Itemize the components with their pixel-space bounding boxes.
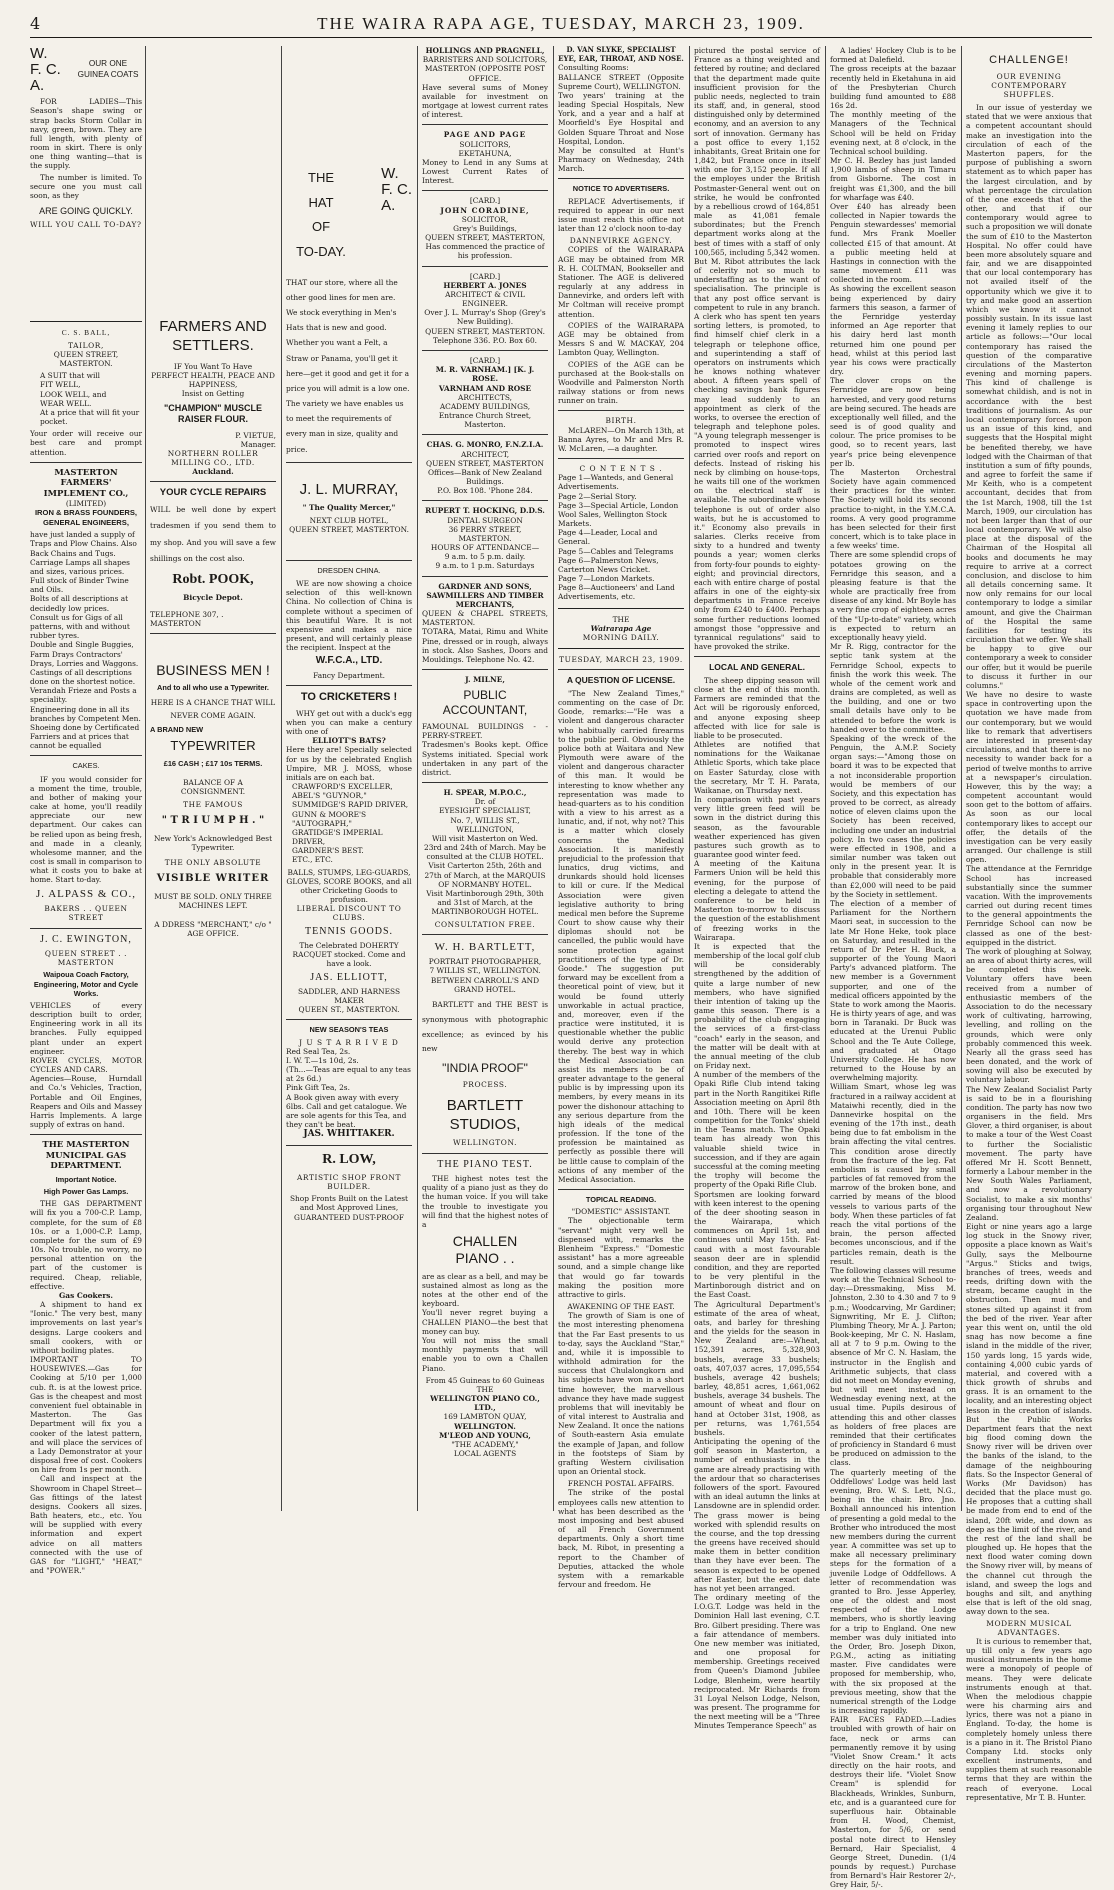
page-number: 4	[30, 14, 41, 33]
challenge-title: CHALLENGE!	[989, 54, 1069, 66]
business-body: HERE IS A CHANCE THAT WILL NEVER COME AGAIN.	[150, 697, 276, 720]
wellington-piano: WELLINGTON PIANO CO., LTD.,	[430, 1394, 540, 1413]
bartlett-between: BETWEEN CARROLL'S AND GRAND HOTEL.	[430, 975, 540, 994]
challen: CHALLEN PIANO . .	[452, 1233, 518, 1267]
column-2	[150, 318, 276, 1511]
local-news-continued: A ladies' Hockey Club is to be formed at Dalefield. The gross receipts at the bazaar recently held in Eketahuna in aid of the Presbyterian Church building fund amounted to £88 16s 2d. The monthly meeting of the Managers of the Technical School will be held on Friday evening next, at 8 o'clock, in the Technical school building. Mr C. H. Bezley has just landed 1,900 lambs of sheep in Timaru from Gisborne. The cost in freight was £1,300, and the bill for wharfage was £40. Over £40 has already been collected in Napier towards the Penguin stewardesses' memorial fund. Mrs Frank Moeller collected £15 of that amount. At a public meeting held at Hastings in connection with the same movement £11 was collected in the room. As showing the excellent season being experienced by dairy farmers this season, a farmer of the Fernridge yesterday informed an Age reporter that his dairy herd last month returned him one pound per head, whilst at this period last year his cows were practically dry. The clover crops on the Fernridge are now being harvested, and very good returns are being secured. The heads are exceptionally well filled, and the seed is of good quality and colour. The price promises to be good, so to recent years, last year's price being elevenpence per lb. The Masterton Orchestral Society have again commenced their practices for the winter. The Society will hold its second practice to-night, in the Y.M.C.A. rooms. A very good programme has been selected for their first concert, which is to take place in a few weeks' time. There are some splendid crops of potatoes growing on the Fernridge this season, and a pleasing feature is that the whole are practically free from disease of any kind. Mr Boyle has a very fine crop of eighteen acres of the "Up-to-date" variety, which is expected to return an exceptionally heavy yield. Mr R. Rigg, contractor for the septic tank system at the Fernridge School, expects to finish the work this week. The whole of the cement work and drains are completed, as well as the building, and one or two small details have only to be attended to before the work is handed over to the committee. Speaking of the wreck of the Penguin, the A.M.P. Society organ says:—"Among those on board it was to be expected that a not inconsiderable proportion would be members of our Society, and this expectation has proved to be correct, as already notice of eleven claims upon the Society has been received, including one under an industrial policy. In two cases the policies were effected in 1908, and a similar number was taken out only in the present year. It is probable that considerably more than £2,000 will need to be paid by the Society in settlement. The election of a member of Parliament for the Northern Maori seat, in succession to the late Mr Hone Heke, took place on Saturday, and resulted in the return of Dr Peter H. Buck, a supporter of the Young Maori Party's advanced platform. The new member is a Government supporter, and one of the medical officers appointed by the State to work among the Maoris. He is thirty years of age, and was born in Taranaki. Dr Buck was educated at the Urenui Public School and the Te Aute College, and graduated at Otago University College. He has now returned to the House by an overwhelming majority. William Smart, whose leg was fractured in a railway accident at Mataiwhi recently, died in the Dannevirke hospital on the evening of the 17th inst., death being due to fat embolism in the brain affecting the vital centres. This condition arose directly from the fracture of the leg. Fat embolism is caused by small particles of fat removed from the marrow of the broken bone, and carried by means of the blood vessels to various parts of the body. When these particles of fat reach the vital portions of the brain, the person affected becomes unconscious, and if the particles remain, death is the result. The following classes will resume work at the Technical School to-day:—Dressmaking, Miss M. Johnston, 2.30 to 4.30 and 7 to 9 p.m.; Woodcarving, Mr Gardiner; Signwriting, Mr E. J. Clifton; Plumbing Theory, Mr A. J. Parton; Book-keeping, Mr C. N. Haslam, all at 7 to 9 p.m. Owing to the absence of Mr C. N. Haslam, the instructor in the English and Arithmetic subjects, that class did not meet on Monday evening, but will meet instead on Wednesday evening next, at the usual time. Pupils desirous of attending this and other classes as holders of free places are reminded that their certificates of proficiency in Standard 6 must be produced on admission to the class. The quarterly meeting of the Oddfellows' Lodge was held last evening, Bro. W. S. Lett, N.G., being in the chair. Bro. Jno. Boxhall announced his intention of presenting a gold medal to the Brother who introduced the most new members during the current year. A committee was set up to make all necessary preliminary steps for the formation of a juvenile Lodge of Oddfellows. A letter of recommendation was granted to Bro. Jesse Apperley, one of the oldest and most respected of the Lodge members, who is shortly leaving for a trip to England. One new member was duly initiated into the Order, Bro. Joseph Dixon, P.G.M., acting as initiating master. Five candidates were proposed for membership, who, with the six proposed at the previous meeting, show that the numerical strength of the Lodge is increasing rapidly. FAIR FACES FADED.—Ladies troubled with growth of hair on face, neck or arms can permanently remove it by using "Violet Snow Cream." It acts directly on the hair roots, and destroys their life. "Violet Snow Cream" is splendid for Blackheads, Wrinkles, Sunburn, etc, and is a guaranteed cure for superfluous hair. Obtainable from H. Wood, Chemist, Masterton, for 5/6, or send postal note direct to Hensley Bernard, Hair Specialist, 4 George Street, Dunedin. (1/4 pounds by request.) Purchase from Bernard's Hair Restorer 2/-, Grey Hair, 5/-.	[830, 46, 956, 1890]
paper-name: Wairarapa Age	[590, 623, 652, 633]
must-be-sold: MUST BE SOLD. ONLY THREE MACHINES LEFT.	[154, 891, 272, 910]
spear-name: H. SPEAR, M.P.O.C.,	[443, 788, 527, 798]
farmers-settlers-title: FARMERS AND SETTLERS.	[159, 318, 267, 354]
alpass-name: J. ALPASS & CO.,	[36, 887, 136, 900]
mleod: M'LEOD AND YOUNG,	[439, 1430, 531, 1440]
hocking-name: RUPERT T. HOCKING, D.D.S.	[425, 506, 545, 516]
gas-cookers: Gas Cookers.	[58, 1290, 114, 1300]
india-proof: "INDIA PROOF"	[442, 1061, 528, 1076]
license-title: A QUESTION OF LICENSE.	[566, 675, 676, 686]
monro-body: ARCHITECT, QUEEN STREET, MASTERTON Offices—Bank of New Zealand Buildings. P.O. Box 108. 'Phone 284.	[426, 449, 544, 496]
bats-body: Here they are! Specially selected for us by the celebrated English Umpire, MR J. MOSS, whose initials are on each bat.	[286, 745, 412, 782]
spear-body: Dr. of EYESIGHT SPECIALIST, No. 7, WILLIS ST., WELLINGTON, Will visit Masterton on Wed. 23rd and 24th of March. May be consulted at the CLUB HOTEL. Visit Carterton 25th, 26th and 27th of March, at the MARQUIS OF NORMANBY HOTEL. Visit Martinborough 29th, 30th and 31st of March, at the MARTINBOROUGH HOTEL.	[424, 797, 546, 917]
pook-trade: Bicycle Depot.	[183, 592, 243, 602]
elliott-trade: SADDLER, AND HARNESS MAKER QUEEN ST., MASTERTON.	[297, 986, 401, 1015]
gardner-body: QUEEN & CHAPEL STREETS, MASTERTON. TOTARA, Matai, Rimu and White Pine, dressed or in rough, always in stock. Also Sashes, Doors and Mouldings. Telephone No. 42.	[422, 609, 548, 664]
coats-going: ARE GOING QUICKLY.	[39, 206, 133, 217]
champion-flour: "CHAMPION" MUSCLE RAISER FLOUR.	[163, 403, 263, 425]
milne-title: PUBLIC ACCOUNTANT,	[442, 688, 528, 718]
cycle-title: YOUR CYCLE REPAIRS	[159, 487, 267, 499]
cakes-body: IF you would consider for a moment the time, trouble, and bother of making your cake at home, you'll readily appreciate our new department. Our cakes can be relied upon as being fresh, and made in a cleanly, wholesome manner, and the cost is small in comparison to what it costs you to bake at home. Start to-day.	[30, 774, 142, 885]
card-label: [CARD.]	[469, 271, 501, 281]
consignment: BALANCE OF A CONSIGNMENT.	[180, 777, 246, 796]
auckland: Auckland.	[192, 467, 234, 477]
ball-address: QUEEN STREET, MASTERTON.	[53, 349, 119, 368]
bartlett-name: W. H. BARTLETT,	[434, 940, 536, 953]
farmers-sub: IRON & BRASS FOUNDERS,	[34, 508, 138, 518]
the: THE	[476, 1384, 494, 1394]
tennis-body: The Celebrated DOHERTY RACQUET stocked. Come and have a look.	[292, 941, 406, 969]
the: THE	[612, 614, 630, 624]
ball-name: C. S. BALL,	[61, 328, 111, 338]
local-general-body: The sheep dipping season will close at the end of this month. Farmers are reminded that the Act will be rigorously enforced, and anyone exposing sheep affected with lice for sale is liable to be prosecuted. Athletes are notified that nominations for the Waikanae Athletic Sports, which take place on Easter Saturday, close with the secretary, Mr T. H. Parata, Waikanae, on Thursday next. In comparison with past years very little green feed will be sown in the district during this season, as the favourable weather experienced has given pastures such growth as to guarantee good winter feed. A meeting of the Kaituna Farmers Union will be held this evening, for the purpose of electing a delegate to attend the conference to be held in Masterton to-morrow to discuss the question of the establishment of freezing works in the Wairarapa. It is expected that the membership of the local golf club will be considerably strengthened by the addition of quite a large number of new members, who have signified their intention of taking up the game this season. There is a probability of the club engaging the services of a first-class "coach" early in the season, and the matter will be dealt with at the annual meeting of the club on Friday next. A number of the members of the Opaki Rifle Club intend taking part in the North Rangitikei Rifle Association meeting on April 8th and 10th. There will be keen competition for the Tonks' shield in the Teams match. The Opaki team has already won this valuable shield twice in succession, and if they are again successful at the coming meeting the trophy will become the property of the Opaki Rifle Club. Sportsmen are looking forward with keen interest to the opening of the deer shooting season in the Wairarapa, which commences on April 1st, and continues until May 15th. Fat-caud with a most favourable season deer are in splendid condition, and they are reported to be very plentiful in the Martinborough district and on the East Coast. The Agricultural Department's estimate of the area of wheat, oats, and barley for threshing and the yields for the season in New Zealand are:—Wheat, 152,391 acres, 5,328,903 bushels, average 33 bushels; oats, 407,037 acres, 17,095,554 bushels, average 42 bushels; barley, 48,851 acres, 1,661,062 bushels, average 34 bushels. The amount of wheat and flour on hand at October 31st, 1908, as per returns, was 1,761,554 bushels. Anticipating the opening of the golf season in Masterton, a number of enthusiasts in the game are already practising with the ardour that so characterises followers of the sport. Favoured with an ideal autumn the links at Lansdowne are in splendid order. The grass mower is being worked with splendid results on the course, and the top dressing the greens have received should make them in better condition than they have ever been. The season is expected to be opened after Easter, but the exact date has not yet been arranged. The ordinary meeting of the I.O.G.T. Lodge was held in the Dominion Hall last evening, C.T. Bro. Gilbert presiding. There was a fair attendance of members. One new member was initiated, and one proposal for membership. Greetings received from Queen's Diamond Jubilee Lodge, Blenheim, were heartily reciprocated. Mr Richards from 31 Loyal Nelson Lodge, Nelson, was present. The programme for the next meeting will be a "Three Minutes Temperance Speech" as	[694, 675, 820, 1731]
jones-body: ARCHITECT & CIVIL ENGINEER. Over J. L. Murray's Shop (Grey's New Building). QUEEN STREET, MASTERTON. Telephone 336. P.O. Box 60.	[424, 289, 546, 345]
address: A DDRESS "MERCHANT," c/o " AGE OFFICE.	[154, 919, 272, 939]
hat-title: THE HAT OF TO-DAY.	[296, 170, 346, 260]
hollings-body: Have several sums of Money available for investment on mortgage at lowest current rates of interest.	[422, 82, 548, 120]
column-3	[286, 46, 412, 1511]
postal-title: FRENCH POSTAL AFFAIRS.	[567, 1479, 675, 1489]
pook-name: Robt. POOK,	[172, 572, 254, 588]
column-rule	[417, 46, 418, 1511]
hollings-name: HOLLINGS AND PRAGNELL,	[425, 46, 545, 55]
wpc-address: 169 LAMBTON QUAY,	[443, 1412, 527, 1422]
teas-body: Red Seal Tea, 2s. I. W. T.—1s 10d, 2s. (Th...—Teas are equal to any teas at 2s 6d.) Pink Gift Tea, 2s. A Book given away with every 6lbs. Call and get catalogue. We are sole agents for this Tea, and they can't be beat.	[286, 1046, 411, 1130]
column-7	[830, 46, 956, 1890]
piano-title: THE PIANO TEST.	[437, 1158, 533, 1170]
card-label: [CARD.]	[469, 196, 501, 206]
challenge-body: In our issue of yesterday we stated that we were anxious that a competent accountant should make an investigation into the circulation of each of the Masterton papers, for the purpose of publishing a sworn statement as to which paper has the largest circulation, and by what percentage the circulation of the one exceeds that of the other, and that if our contemporary would agree to such a proposition we will donate the sum of £10 to the Masterton Hospital. No offer could have been more absolutely square and fair, and we are disappointed that our local contemporary has not availed itself of the opportunity which we give it to try and make good an assertion which we know it cannot possibly sustain. In its issue last evening it lamely replies to our article as follows:—"Our local contemporary has raised the question of the comparative circulations of the Masterton evening and morning papers. This kind of challenge is somewhat childish, and is not in accordance with the best traditions of journalism. As our local contemporary forces upon us an issue of this kind, and suggests that the Hospital might be benefited thereby, we have lodged with the Chairman of that institution a sum of fifty pounds, and agree to forfeit the same if Mr Keith, who is a competent accountant, decides that from the 1st March, 1908, till the 1st March, 1909, our circulation has not been larger than that of our local contemporary. We will also place at the disposal of the Chairman of the Hospital all books and documents he may require to arrive at a correct conclusion, and disclose to him all details concerning same. It now only remains for our local contemporary to lodge a similar amount, and give the Chairman of the Hospital the same facilities for testing its circulation that we offer. We shall be happy to give our contemporary a week to consider our offer, but it would be puerile to discuss it further in our columns." We have no desire to waste space in controverting upon the quotation we have made from our contemporary, but we would like to remark that advertisers are interested in present-day circulations, and that there is no necessity to wander back for a period of twelve months to arrive at a newspaper's circulation. However, this by the way; a competent accountant would soon get to the bottom of affairs. As soon as our local contemporary likes to accept our offer, the details of the investigation can be very easily arranged. Our challenge is still open. The attendance at the Fernridge School has increased substantially since the summer vacation. With the improvements carried out during recent times to the general appointments the Fernridge School can now be classed as one of the best-equipped in the district. The work of ploughing at Solway, an area of about thirty acres, will be completed this week. Voluntary offers have been received from a number of enthusiastic members of the Association to do the necessary work of cultivating, harrowing, levelling, and rolling on the grounds, which were only probably commenced this week. Nearly all the grass seed has been donated, and the work of sowing will also be executed by voluntary labour. The New Zealand Socialist Party is said to be in a flourishing condition. The party has now two organisers in the field. Mrs Glover, a third organiser, is about to make a tour of the West Coast to further the Socialistic movement. The party have offered Mr H. Scott Bennett, formerly a Labour member in the New South Wales Parliament, and now a revolutionary Socialist, to make a six months' organising tour throughout New Zealand. Eight or nine years ago a large log stuck in the Snowy river, opposite a place known as Wait's Gully, says the Melbourne "Argus." Sticks and twigs, branches of trees, weeds and reeds, drifting down with the stream, became caught in the obstruction. Then mud and stones silted up against it from the bed of the river. Year after year this went on, until the old snag has now become a fine island in the middle of the river, 150 yards long, 15 yards wide, containing 4,000 cubic yards of material, and covered with a thick growth of shrubs and grass. It is an ornament to the locality, and an interesting object lesson in the creation of islands. But the Public Works Department fears that the next big flood coming down the Snowy river will be driven over the banks of the island, to the damage of the neighbouring flats. So the Inspector General of Works (Mr Davidson) has decided that the place must go. He proposes that a cutting shall be made from end to end of the island, 20ft wide, and down as deep as the limit of the river, and the rest of the land shall be ploughed up. He hopes that the next flood water coming down the Snowy river will, by means of the channel cut through the island, and sweep the logs and boughs and silt, and anything else that is left of the old snag, away down to the sea.	[966, 103, 1093, 1617]
jones-name: HERBERT A. JONES	[443, 280, 527, 290]
coats-call: WILL YOU CALL TO-DAY?	[30, 220, 142, 230]
hocking-body: DENTAL SURGEON 36 PERRY STREET, MASTERTON. HOURS OF ATTENDANCE— 9 a.m. to 5 p.m. daily. 9 a.m. to 1 p.m. Saturdays	[430, 515, 540, 571]
coats-title: OUR ONE GUINEA COATS	[77, 59, 139, 79]
consultation-free: CONSULTATION FREE.	[434, 919, 536, 929]
gas-title: THE MASTERTON MUNICIPAL GAS DEPARTMENT.	[42, 1140, 130, 1172]
coats-body-2: The number is limited. To secure one you must call soon, as they	[30, 172, 142, 200]
northern-milling: NORTHERN ROLLER MILLING CO., LTD.	[167, 448, 259, 468]
brand-new: A BRAND NEW	[150, 725, 204, 735]
visible-writer: VISIBLE WRITER	[156, 873, 270, 885]
bartlett-sub: PORTRAIT PHOTOGRAPHER, 7 WILLIS ST., WELLINGTON.	[428, 957, 542, 976]
wfca-coats-ad	[30, 46, 142, 229]
gas-lamps: High Power Gas Lamps.	[43, 1187, 129, 1197]
contents-body: Page 1—Wanteds, and General Advertisements. Page 2—Serial Story. Page 3—Special Article, London Wool Sales, Wellington Stock Markets. Page 4—Leader, Local and General. Page 5—Cables and Telegrams Page 6—Palmerston News, Carterton News Cricket. Page 7—London Markets. Page 8—Auctioneers' and Land Advertisements, etc.	[558, 473, 679, 602]
hat-body: THAT our store, where all the other good lines for men are. We stock everything in Men's Hats that is new and good. Whether you want a Felt, a Straw or Panama, you'll get it here—get it good and get it for a price you will admit is a low one. The variety we have enables us to meet the requirements of every man in size, quality and price.	[286, 277, 410, 454]
gas-body-2: A shipment to hand ex "Ionic." The very best, many improvements on last year's designs. Large cookers and small cookers, with or without boiling plates. IMPORTANT TO HOUSEWIVES.—Gas for Cooking at 5/10 per 1,000 cub. ft. is at the lowest price. Gas is the cheapest and most convenient fuel obtainable in Masterton. The Gas Department will fix you a cooker of the latest pattern, and will place the services of a Lady Demonstrator at your disposal free of cost. Cookers on hire from 1s per month.	[30, 1300, 142, 1475]
issue-date: TUESDAY, MARCH 23, 1909.	[559, 655, 683, 665]
column-rule	[281, 46, 282, 1511]
birth-body: McLAREN—On March 13th, at Banna Ayres, to Mr and Mrs R. W. McLaren, —a daughter.	[558, 425, 684, 453]
triumph: " T R I U M P H . "	[161, 815, 265, 827]
waipoua-body: VEHICLES of every description built to order, Engineering work in all its branches. Fully equipped plant under an expert engineer. ROVER CYCLES, MOTOR CYCLES AND CARS. Agencies—Rouse, Hurndall and Co.'s Vehicles, Traction, Portable and Oil Engines, Reapers and Oils and Massey Harris Implements. A large supply of extras on hand.	[30, 1000, 142, 1130]
varnham-body: ARCHITECTS, ACADEMY BUILDINGS, Entrance Church Street, Masterton.	[438, 392, 532, 430]
low-trade: ARTISTIC SHOP FRONT BUILDER.	[297, 1172, 401, 1191]
copies-railway: COPIES of the AGE can be purchased at the Book-stalls on Woodville and Palmerston North railway stations or from news runner on train.	[558, 359, 684, 406]
alpass-address: BAKERS . . QUEEN STREET	[44, 904, 128, 923]
column-rule	[961, 46, 962, 1511]
liberal-discount: LIBERAL DISCOUNT TO CLUBS.	[296, 904, 402, 923]
column-5	[558, 45, 684, 1590]
milne-body: FAMOUNAL BUILDINGS - - PERRY-STREET. Tradesmen's Books kept. Office Systems initiated. Special work undertaken in any part of the district.	[422, 722, 548, 777]
visible: THE ONLY ABSOLUTE	[164, 858, 262, 868]
teas-ad	[286, 1025, 412, 1140]
contents-title: C O N T E N T S .	[579, 464, 663, 474]
dresden-body: WE are now showing a choice selection of this well-known China. No collection of China is complete without a specimen of this beautiful Ware. It is not expensive and makes a nice present, and will certainly please the recipient. Inspect at the	[286, 579, 412, 653]
cycle-body: WILL be well done by expert tradesmen if you send them to my shop. And you will save a few shillings on the cost also.	[150, 505, 276, 563]
page-sub: SOLICITORS, EKETAHUNA,	[458, 139, 512, 158]
column-8	[966, 46, 1093, 1802]
typewriter: TYPEWRITER	[170, 738, 256, 754]
dannevirke-agency: DANNEVIRKE AGENCY.	[569, 236, 673, 246]
farmers-sub-2: GENERAL ENGINEERS,	[43, 517, 129, 527]
farmers-title: MASTERTON FARMERS' IMPLEMENT CO.,	[43, 467, 129, 499]
process: PROCESS.	[462, 1080, 508, 1090]
low-name: R. LOW,	[322, 1152, 376, 1168]
teas-title: NEW SEASON'S TEAS	[309, 1025, 389, 1035]
murray-sub: " The Quality Mercer,"	[302, 503, 396, 513]
local-general-title: LOCAL AND GENERAL.	[709, 662, 805, 673]
wfca-ltd: W.F.C.A., LTD.	[315, 655, 383, 667]
business-title: BUSINESS MEN !	[156, 662, 270, 679]
farmers-implement-ad	[30, 468, 142, 751]
fancy-department: Fancy Department.	[313, 670, 385, 680]
cricketers-title: TO CRICKETERS !	[300, 691, 398, 704]
teas-arrived: J U S T A R R I V E D	[299, 1037, 399, 1047]
ball-trade: TAILOR,	[68, 340, 104, 350]
newspaper-title: THE WAIRA RAPA AGE, TUESDAY, MARCH 23, 1909.	[317, 14, 805, 33]
morning-daily: MORNING DAILY.	[582, 632, 660, 642]
masthead	[30, 12, 1092, 38]
murray-address: NEXT CLUB HOTEL, QUEEN STREET, MASTERTON.	[289, 515, 409, 534]
challenge-subtitle: OUR EVENING CONTEMPORARY SHUFFLES.	[991, 71, 1067, 99]
hat-ad	[286, 166, 412, 457]
slyke-body: Consulting Rooms: BALLANCE STREET (Opposite Supreme Court), WELLINGTON. Two years' training at the leading Special Hospitals, New York, and a year and a half at Moorfield's Eye Hospital and Golden Square Throat and Nose Hospital, London. May be consulted at Hunt's Pharmacy on Wednesday, 24th March.	[558, 63, 684, 174]
gas-ad	[30, 1140, 142, 1575]
column-rule	[825, 46, 826, 1511]
piano-body: THE highest notes test the quality of a piano just as they do the human voice. If you will take the trouble to investigate you will find that the highest notes of a	[422, 1174, 548, 1229]
ball-ad	[30, 328, 142, 456]
champion-body: IF You Want To Have PERFECT HEALTH, PEACE AND HAPPINESS, Insist on Getting	[151, 361, 275, 399]
cakes-ad	[30, 761, 142, 922]
page-name: PAGE AND PAGE	[443, 130, 527, 140]
coradine-name: JOHN CORADINE,	[440, 205, 530, 215]
modern-title: MODERN MUSICAL ADVANTAGES.	[986, 1618, 1072, 1637]
column-rule	[145, 46, 146, 1511]
pook-telephone: TELEPHONE 307, . MASTERTON	[150, 609, 224, 628]
piano-price: From 45 Guineas to 60 Guineas	[425, 1375, 545, 1385]
monro-name: CHAS. G. MONRO, F.N.Z.I.A.	[426, 440, 544, 450]
low-ad	[286, 1151, 412, 1221]
famous: THE FAMOUS	[183, 800, 243, 810]
typewriter-price: £16 CASH ; £17 10s TERMS.	[163, 758, 263, 768]
bartlett-body: BARTLETT and THE BEST is synonymous with photographic excellence; as evinced by his new	[422, 999, 548, 1054]
varnham-name: M. R. VARNHAM.] [K. J. ROSE. VARNHAM AND ROSE	[435, 365, 535, 393]
dresden-ad	[286, 566, 412, 680]
ewington-address: QUEEN STREET . . MASTERTON	[44, 949, 128, 968]
gas-notice: Important Notice.	[55, 1174, 117, 1184]
column-1	[30, 45, 142, 1576]
cricketers-body: WHY get out with a duck's egg when you can make a century with one of	[286, 708, 412, 736]
typewriter-ad	[150, 662, 276, 938]
postal-continued: pictured the postal service of France as a thing weighted and fettered by routine; and declared that the department made quite insufficient provision for the public needs, neglected to train its staff, and, in general, stood distinguished only by determined economy, and an aversion to any sort of innovation. Germany has a post office to every 1,152 inhabitants, Great Britain one for 1,842, but France once in itself with one for 3,152 people. If all the employes under the British Postmaster-General went out on strike, he would be confronted by a rebellious crowd of 164,851 male as 41,081 female subordinates; but the French department works along at the best of times with a staff of only 100,565, including 5,342 women. But M. Ribot attributes the lack of celerity not so much to understaffing as to the want of specialisation. The principle is that any post office servant is competent to rule in any branch. A clerk who has spent ten years sorting letters, is promoted, to find himself chief clerk in a telegraph or telephone office, and superintending a staff of operators on instruments which he knows nothing whatever about. A fifteen years spell of checking savings bank figures may lead suddenly to an appointment as clerk of the works, to oversee the erection of telegraph and telephone poles. "A young telegraph messenger is promoted to inspect wires carried over roofs and report on defects. Instead of risking his neck by climbing on house-tops, he waits till one of the workmen on the electrical staff is available. The subordinate whose telephone is out of order also waits, but he is accustomed to it." Economy also prevails in salaries. Clerks receive from sixty to a hundred and twenty pounds a year; women clerks from forty-four pounds to eighty-eight; and provincial directors, each with entire charge of postal affairs in one of the eighty-six departments in France receive only from £240 to £400. Perhaps some further reductions loomed amongst those "oppressive and tyrannical regulations" said to have provoked the strike.	[694, 46, 820, 652]
east-title: AWAKENING OF THE EAST.	[567, 1302, 675, 1312]
cricketers-ad	[286, 691, 412, 1014]
copies-wellington: COPIES of the WAIRARAPA AGE may be obtained from Messrs S and W. MACKAY, 204 Lambton Quay, Wellington.	[558, 320, 684, 358]
postal-body: The strike of the postal employees calls new attention to what has been described as the most imposing and best abused of all French Government departments. Only a short time back, M. Ribot, in presenting a report to the Chamber of Deputies, attacked the whole system with a remarkable fervour and freedom. He	[558, 1488, 684, 1590]
page-body: Money to Lend in any Sums at Lowest Current Rates of Interest.	[422, 157, 548, 186]
vietue: P. VIETUE, Manager.	[235, 430, 276, 449]
murray-ad	[286, 481, 412, 534]
hollings-sub: BARRISTERS AND SOLICITORS, MASTERTON (OPPOSITE POST OFFICE.	[422, 55, 548, 83]
gas-body-3: Call and inspect at the Showroom in Chapel Street—Gas fittings of the latest designs. Cookers all sizes. Bath heaters, etc., etc. You will be supplied with every information and expert advice on all matters connected with the use of GAS for "LIGHT," "HEAT," and "POWER."	[30, 1474, 142, 1576]
tennis-title: TENNIS GOODS.	[305, 925, 393, 937]
murray-name: J. L. MURRAY,	[299, 480, 399, 498]
birth-title: BIRTH.	[605, 416, 637, 426]
bartlett-studios: BARTLETT STUDIOS,	[446, 1097, 524, 1133]
elliott-name: JAS. ELLIOTT,	[310, 971, 388, 983]
column-rule	[553, 46, 554, 1511]
milne-name: J. MILNE,	[465, 675, 505, 685]
card-label: [CARD.]	[469, 355, 501, 365]
wfca-logo: W. F. C. A.	[30, 45, 61, 94]
balls-body: BALLS, STUMPS, LEG-GUARDS, GLOVES, SCORE BOOKS, and all other Cricketing Goods to profusion.	[286, 867, 412, 905]
domestic-title: "DOMESTIC" ASSISTANT.	[571, 1207, 671, 1217]
column-4	[422, 46, 548, 1511]
studios-city: WELLINGTON.	[452, 1138, 518, 1148]
ewington-ad	[30, 934, 142, 1130]
ball-orders: Your order will receive our best care and prompt attention.	[30, 429, 142, 457]
champion-flour-ad	[150, 318, 276, 476]
notice-title: NOTICE TO ADVERTISERS.	[572, 184, 670, 194]
wpc-city: WELLINGTON.	[454, 1421, 516, 1431]
bats-list: CRAWFORD'S EXCELLER, ABEL'S "GUYNOR," SUMMIDGE'S RAPID DRIVER, GUNN & MOORE'S "AUTOGRAPH," GRATIDGE'S IMPERIAL DRIVER, GARDNER'S BEST. ETC., ETC.	[292, 782, 409, 865]
ball-body: A SUIT that will FIT WELL, LOOK WELL, and WEAR WELL. At a price that will fit your pocket.	[40, 371, 140, 427]
gardner-name: GARDNER AND SONS, SAWMILLERS AND TIMBER MERCHANTS,	[426, 581, 544, 609]
farmers-body: have just landed a supply of Traps and Plow Chains. Also Back Chains and Tugs. Carriage Lamps all shapes and sizes, various prices. Full stock of Binder Twine and Oils. Bolts of all descriptions at decidedly low prices. Consult us for Gigs of all patterns, with and without rubber tyres. Double and Single Buggies, Farm Drays Contractors' Drays, Lorries and Waggons. Castings of all descriptions done on the shortest notice. Verandah Frieze and Posts a speciality. Engineering done in all its branches by Competent Men. Shoeing done by Certificated Farriers and at prices that cannot be equalled	[30, 530, 141, 751]
dresden-title: DRESDEN CHINA.	[317, 565, 381, 575]
domestic-body: The objectionable term "servant" might very well be dispensed with, remarks the Blenheim "Express." "Domestic assistant" has a more agreeable sound, and a simple change like that would go far towards making the position more attractive to girls.	[558, 1216, 684, 1299]
column-6	[694, 46, 820, 1731]
modern-body: It is curious to remember that, up till only a few years ago musical instruments in the home were a monopoly of people of means. They were delicate instruments enough at that. When the melodious chappie were his charming airs and lyrics, there was not a piano in England. To-day, the home is completely homely unless there is a piano in it. The Bristol Piano Company Ltd. stocks only excellent instruments, and supplies them at such reasonable terms that they are within the reach of everyone. Local representative, Mr T. B. Hunter.	[966, 1636, 1092, 1802]
notice-body: REPLACE Advertisements, if required to appear in our next issue must reach this office not later than 12 o'clock noon to-day	[558, 196, 684, 234]
column-rule	[689, 46, 690, 1511]
license-body: "The New Zealand Times," commenting on the case of Dr. Goode, remarks:—"He was a violent and dangerous character who habitually carried firearms to the public peril. Obviously the police both at Waitara and New Plymouth were aware of the violent and dangerous character of this man. It would be interesting to know whether any representation was made to head-quarters as to his condition with a view to his arrest as a lunatic, and, if not, why not? This is a matter which closely concerns the Medical Association. It is manifestly prejudicial to the profession that lunatics, drug victims, and drunkards should hold licenses to kill or cure. If the Medical Association were given legislative authority to bring medical men before the Supreme Court to show cause why their diplomas should not be cancelled, the public would have some protection against practitioners of the type of Dr. Goode." The suggestion put forward may be excellent from a theoretical point of view, but it would be found utterly unworkable in actual practice, and, moreover, even if the practice were instituted, it is questionable whether the public would derive any protection thereby. The best way in which the Medical Association can assist its members to be of greater advantage to the general public is by impressing upon its members, by every means in its power the dishonour attaching to any serious departure from the high ideals of the medical profession. If the tone of the profession be maintained as perfectly as possible there will be little cause to complain of the actions of any member of the Medical Association.	[558, 688, 684, 1184]
cycle-repairs-ad	[150, 487, 276, 628]
slyke-name: D. VAN SLYKE, SPECIALIST EYE, EAR, THROAT, AND NOSE.	[558, 45, 684, 63]
cakes-title: CAKES.	[72, 761, 100, 771]
farmers-ltd: (LIMITED)	[65, 499, 107, 509]
coradine-body: SOLICITOR, Grey's Buildings, QUEEN STREET, MASTERTON, Has commenced the practice of his profession.	[425, 214, 545, 261]
gas-body: THE GAS DEPARTMENT will fix you a 700-C.P. Lamp, complete, for the sum of £8 10s. or a 1,000-C.P. Lamp, complete for the sum of £9 10s. No trouble, no worry, no personal attention on the part of the customer is required. Cheap, reliable, effective.	[30, 1199, 142, 1291]
triumph-body: New York's Acknowledged Best Typewriter.	[153, 833, 273, 852]
piano-body-2: are as clear as a bell, and may be sustained almost as long as the notes at the other end of the keyboard. You'll never regret buying a CHALLEN PIANO—the best that money can buy. You will not miss the small monthly payments that will enable you to own a Challen Piano.	[422, 1271, 548, 1373]
east-body: The growth of Siam is one of the most interesting phenomena that the Far East presents to us to-day, says the Auckland "Star," and, while it is impossible to withhold admiration for the success that Chulalongkorn and his subjects have won in a short time however, the marvellous advance they have made suggest problems that will inevitably be of vital interest to Australia and New Zealand. It once the nations of South-eastern Asia emulate the example of Japan, and follow in the footsteps of Siam by grafting Western civilisation upon an Oriental stock.	[558, 1311, 684, 1477]
low-body: Shop Fronts Built on the Latest and Most Approved Lines, GUARANTEED DUST-PROOF	[289, 1194, 408, 1222]
wfca-logo-2: W. F. C. A.	[381, 165, 412, 214]
whittaker: JAS. WHITTAKER.	[303, 1129, 395, 1140]
waipoua-title: Waipoua Coach Factory, Engineering, Motor and Cycle Works.	[33, 970, 139, 998]
ewington-name: J. C. EWINGTON,	[40, 933, 132, 945]
coats-body: FOR LADIES—This Season's shape swing or strap backs Storm Collar in navy, green, brown. They are full length, with plenty of room in skirt. There is only one thing wanting—that is the supply.	[30, 97, 142, 171]
elliott-bats: ELLIOTT'S BATS?	[312, 736, 386, 746]
dannevirke-body: COPIES of the WAIRARAPA AGE may be obtained from MR R. H. COLTMAN, Bookseller and Stationer. The AGE is delivered regularly at any address in Dannevirke, and orders left with Mr Coltman will receive prompt attention.	[558, 245, 684, 319]
business-sub: And to all who use a Typewriter.	[157, 683, 269, 693]
topical-reading: TOPICAL READING.	[585, 1195, 657, 1205]
mleod-sub: "THE ACADEMY," LOCAL AGENTS	[451, 1439, 519, 1459]
